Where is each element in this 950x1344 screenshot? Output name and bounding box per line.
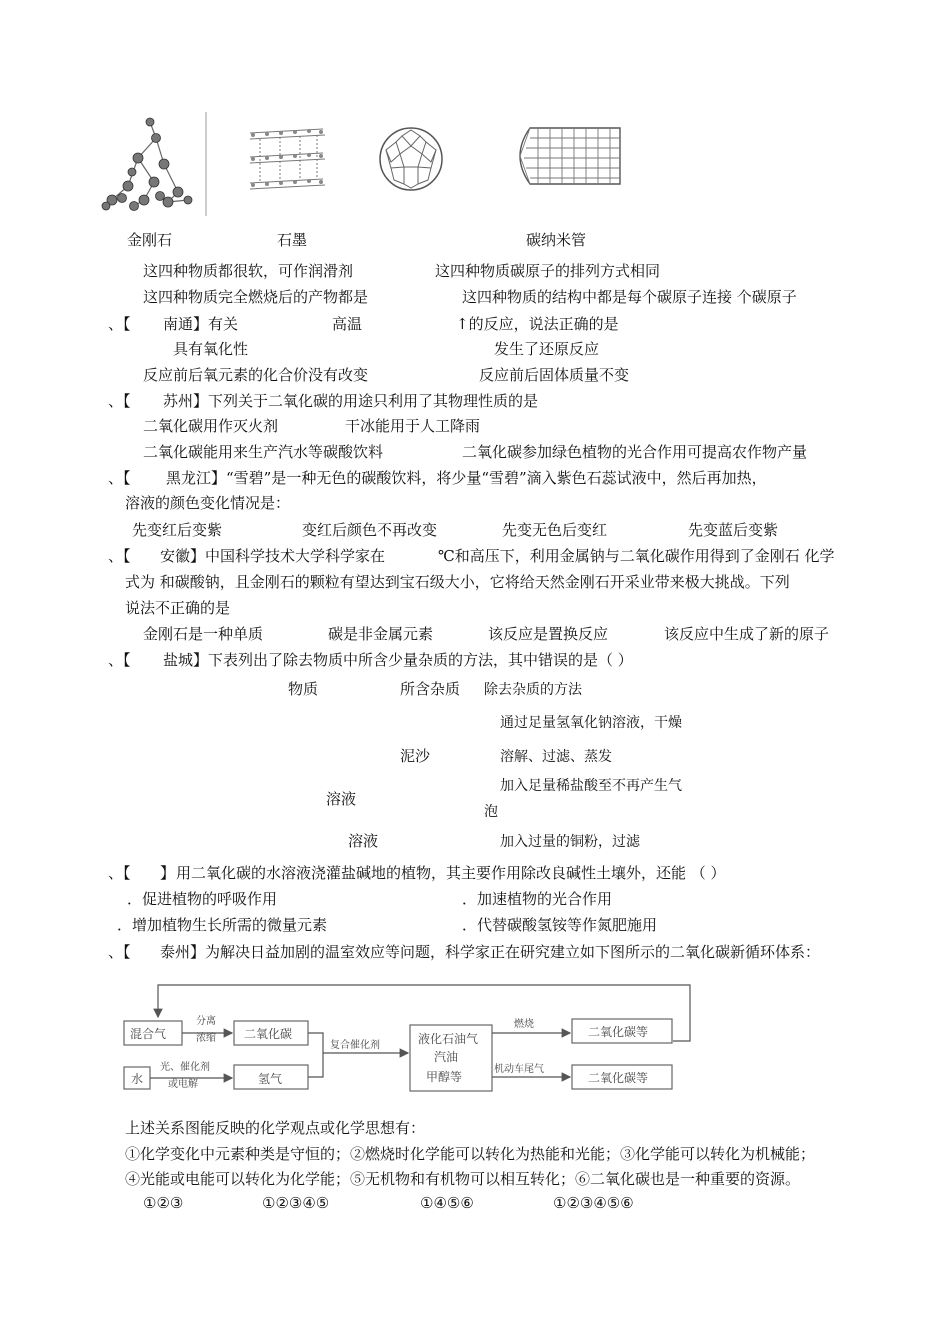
- option-a: 金刚石是一种单质: [143, 625, 264, 643]
- option-b: 发生了还原反应: [494, 340, 600, 358]
- table-cell-method: 通过足量氢氧化钠溶液，干燥: [500, 715, 682, 731]
- lpg-label: 液化石油气: [418, 1032, 479, 1046]
- option-d: 先变蓝后变紫: [688, 521, 779, 539]
- question-stem: 用二氧化碳的水溶液浇灌盐碱地的植物，其主要作用除改良碱性土壤外，还能 （ ）: [176, 864, 726, 882]
- option-a: 先变红后变紫: [132, 521, 223, 539]
- question-stem-cont: 式为 和碳酸钠，且金刚石的颗粒有望达到宝石级大小，它将给天然金刚石开采业带来极大挑战。下列: [125, 573, 790, 591]
- electrolysis-label: 或电解: [168, 1079, 198, 1090]
- diamond-structure-image: [98, 108, 218, 220]
- graphite-structure-image: [245, 125, 330, 197]
- co2-output-label-1: 二氧化碳等: [588, 1025, 649, 1039]
- option-d: ．代替碳酸氢铵等作氮肥施用: [462, 916, 658, 934]
- option-c: 二氧化碳能用来生产汽水等碳酸饮料: [143, 443, 384, 461]
- option-b: 干冰能用于人工降雨: [345, 417, 481, 435]
- table-cell-method: 加入过量的铜粉，过滤: [500, 834, 640, 850]
- gasoline-label: 汽油: [434, 1050, 459, 1064]
- option-a: 具有氧化性: [173, 340, 249, 358]
- question-stem: 安徽】中国科学技术大学科学家在: [160, 547, 386, 565]
- question-stem: 泰州】为解决日益加剧的温室效应等问题，科学家正在研究建立如下图所示的二氧化碳新循环体系：: [160, 943, 821, 961]
- option-c: 这四种物质完全燃烧后的产物都是: [143, 288, 369, 306]
- option-d: 该反应中生成了新的原子: [664, 625, 830, 643]
- question-stem-cont: 溶液的颜色变化情况是：: [125, 494, 291, 512]
- option-b: ．加速植物的光合作用: [462, 890, 613, 908]
- question-stem: 南通】有关: [163, 315, 239, 333]
- separate-label: 分离: [196, 1016, 216, 1027]
- table-cell-substance: 溶液: [326, 790, 357, 808]
- question-prefix: 、【: [108, 315, 131, 333]
- table-cell-impurity: 泥沙: [400, 747, 431, 765]
- mix-gas-label: 混合气: [130, 1027, 167, 1041]
- option-b: 变红后颜色不再改变: [302, 521, 438, 539]
- nanotube-label: 碳纳米管: [526, 231, 587, 249]
- c60-structure-image: [376, 120, 446, 198]
- option-c: ①④⑤⑥: [420, 1194, 474, 1212]
- option-c: 反应前后氧元素的化合价没有改变: [143, 366, 369, 384]
- co2-output-label-2: 二氧化碳等: [588, 1071, 649, 1085]
- catalyst-label: 复合催化剂: [330, 1040, 380, 1051]
- question-prefix: 、【: [108, 651, 131, 669]
- diagram-question: 上述关系图能反映的化学观点或化学思想有：: [125, 1119, 426, 1137]
- option-d: 反应前后固体质量不变: [479, 366, 630, 384]
- h2-label: 氢气: [258, 1072, 283, 1086]
- question-prefix: 、【: [108, 547, 131, 565]
- exhaust-label: 机动车尾气: [494, 1064, 544, 1075]
- question-prefix: 、【: [108, 943, 131, 961]
- burn-label: 燃烧: [514, 1019, 534, 1030]
- question-stem: 盐城】下表列出了除去物质中所含少量杂质的方法，其中错误的是（ ）: [163, 651, 633, 669]
- option-a: 这四种物质都很软，可作润滑剂: [143, 262, 354, 280]
- light-catalyst-label: 光、催化剂: [160, 1062, 210, 1073]
- option-d: 这四种物质的结构中都是每个碳原子连接 个碳原子: [462, 288, 797, 306]
- viewpoints-line-1: ①化学变化中元素种类是守恒的；②燃烧时化学能可以转化为热能和光能；③化学能可以转化为机械能；: [125, 1145, 816, 1163]
- question-bracket: 】: [160, 864, 176, 882]
- question-prefix: 、【: [108, 392, 131, 410]
- option-b: ①②③④⑤: [262, 1194, 330, 1212]
- option-c: 先变无色后变红: [502, 521, 608, 539]
- table-header-impurity: 所含杂质: [400, 680, 461, 698]
- reaction-condition: 高温: [332, 315, 363, 333]
- option-c: 该反应是置换反应: [488, 625, 609, 643]
- graphite-label: 石墨: [277, 231, 308, 249]
- table-header-method: 除去杂质的方法: [484, 682, 582, 698]
- option-a: ．促进植物的呼吸作用: [127, 890, 278, 908]
- option-d: ①②③④⑤⑥: [553, 1194, 634, 1212]
- methanol-label: 甲醇等: [426, 1070, 463, 1084]
- option-a: 二氧化碳用作灭火剂: [143, 417, 279, 435]
- question-stem: 黑龙江】“雪碧”是一种无色的碳酸饮料，将少量“雪碧”滴入紫色石蕊试液中，然后再加热，: [166, 469, 767, 487]
- question-stem-b: ℃和高压下，利用金属钠与二氧化碳作用得到了金刚石 化学: [438, 547, 835, 565]
- question-stem: 苏州】下列关于二氧化碳的用途只利用了其物理性质的是: [163, 392, 539, 410]
- diamond-label: 金刚石: [127, 231, 173, 249]
- table-cell-substance: 溶液: [348, 832, 379, 850]
- table-cell-method-cont: 泡: [484, 804, 498, 820]
- question-prefix: 、【: [108, 864, 131, 882]
- question-prefix: 、【: [108, 469, 131, 487]
- question-stem-tail: ↑的反应，说法正确的是: [456, 315, 619, 333]
- co2-label: 二氧化碳: [244, 1027, 293, 1041]
- option-b: 碳是非金属元素: [328, 625, 434, 643]
- water-label: 水: [131, 1072, 144, 1086]
- question-stem-cont: 说法不正确的是: [125, 599, 231, 617]
- table-header-substance: 物质: [288, 680, 319, 698]
- co2-cycle-diagram: [118, 975, 698, 1100]
- option-a: ①②③: [143, 1194, 184, 1212]
- option-c: ．增加植物生长所需的微量元素: [117, 916, 328, 934]
- nanotube-structure-image: [508, 122, 626, 190]
- option-d: 二氧化碳参加绿色植物的光合作用可提高农作物产量: [462, 443, 808, 461]
- concentrate-label: 浓缩: [196, 1033, 216, 1044]
- table-cell-method: 溶解、过滤、蒸发: [500, 749, 612, 765]
- viewpoints-line-2: ④光能或电能可以转化为化学能；⑤无机物和有机物可以相互转化；⑥二氧化碳也是一种重要的资源。: [125, 1170, 801, 1188]
- table-cell-method: 加入足量稀盐酸至不再产生气: [500, 778, 682, 794]
- option-b: 这四种物质碳原子的排列方式相同: [435, 262, 661, 280]
